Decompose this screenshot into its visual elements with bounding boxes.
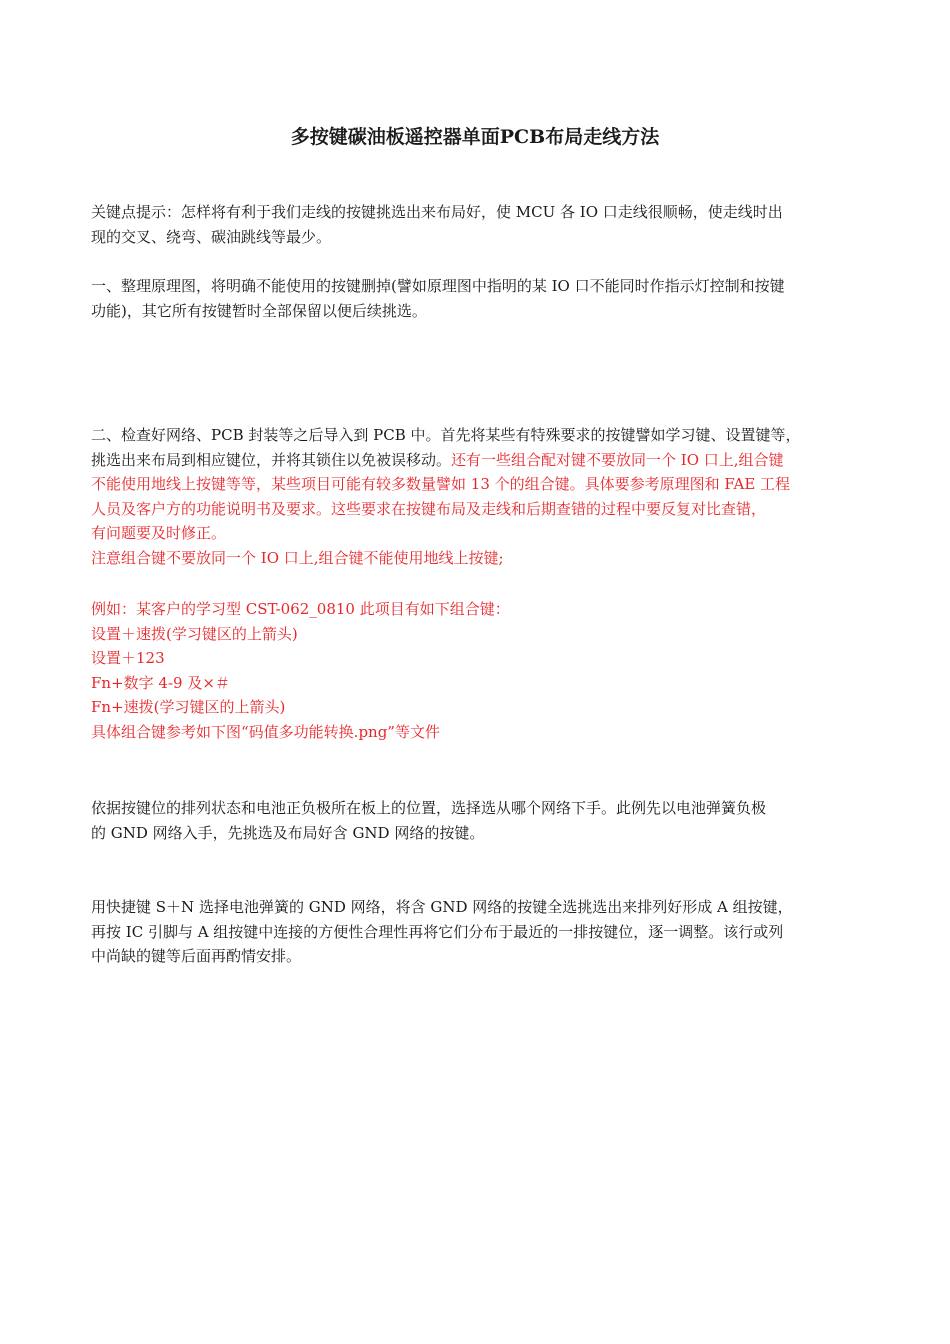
- intro-line: 现的交叉、绕弯、碳油跳线等最少。: [91, 227, 332, 246]
- step2-red-line: 不能使用地线上按键等等，某些项目可能有较多数量譬如 13 个的组合键。具体要参考原理图和 FAE 工程: [91, 475, 791, 493]
- step2-line: 二、检查好网络、PCB 封装等之后导入到 PCB 中。首先将某些有特殊要求的按键譬如学习键、设置键等，: [91, 426, 801, 444]
- intro-line: 关键点提示：怎样将有利于我们走线的按键挑选出来布局好，使 MCU 各 IO 口走线很顺畅，使走线时出: [91, 203, 783, 221]
- step2-black-segment: 挑选出来布局到相应键位，并将其锁住以免被误移动。: [91, 450, 452, 469]
- example-line: Fn+数字 4-9 及×＃: [91, 673, 230, 692]
- example-line: 设置＋123: [91, 649, 165, 667]
- example-line: 具体组合键参考如下图“码值多功能转换.png”等文件: [91, 722, 440, 741]
- step2-red-line: 人员及客户方的功能说明书及要求。这些要求在按键布局及走线和后期查错的过程中要反复对比查错，: [91, 499, 767, 518]
- step4-paragraph: [91, 895, 861, 969]
- example-paragraph: [91, 597, 861, 744]
- step2-paragraph: [91, 423, 861, 570]
- combo-note-line: 注意组合键不要放同一个 IO 口上,组合键不能使用地线上按键;: [91, 548, 504, 567]
- example-line: Fn+速拨(学习键区的上箭头): [91, 698, 286, 716]
- step4-line: 用快捷键 S＋N 选择电池弹簧的 GND 网络，将含 GND 网络的按键全选挑选出来排列好形成 A 组按键，: [91, 898, 793, 916]
- step4-line: 再按 IC 引脚与 A 组按键中连接的方便性合理性再将它们分布于最近的一排按键位，逐一调整。该行或列: [91, 922, 784, 941]
- example-line: 设置＋速拨(学习键区的上箭头): [91, 624, 298, 643]
- step4-line: 中尚缺的键等后面再酌情安排。: [91, 947, 302, 965]
- document-title: 多按键碳油板遥控器单面PCB布局走线方法: [290, 126, 660, 148]
- step2-red-line: 有问题要及时修正。: [91, 524, 227, 542]
- step3-line: 依据按键位的排列状态和电池正负极所在板上的位置，选择选从哪个网络下手。此例先以电池弹簧负极: [91, 799, 767, 817]
- step1-paragraph: [91, 274, 861, 323]
- step2-red-segment: 还有一些组合配对键不要放同一个 IO 口上,组合键: [451, 450, 784, 469]
- example-line: 例如：某客户的学习型 CST-062_0810 此项目有如下组合键：: [91, 600, 510, 618]
- intro-paragraph: [91, 200, 861, 249]
- step3-line: 的 GND 网络入手，先挑选及布局好含 GND 网络的按键。: [91, 823, 485, 842]
- step1-line: 功能)，其它所有按键暂时全部保留以便后续挑选。: [91, 301, 427, 320]
- step3-paragraph: [91, 796, 861, 845]
- step2-mixed-line: [91, 448, 861, 473]
- step1-line: 一、整理原理图，将明确不能使用的按键删掉(譬如原理图中指明的某 IO 口不能同时作指示灯控制和按键: [91, 277, 785, 295]
